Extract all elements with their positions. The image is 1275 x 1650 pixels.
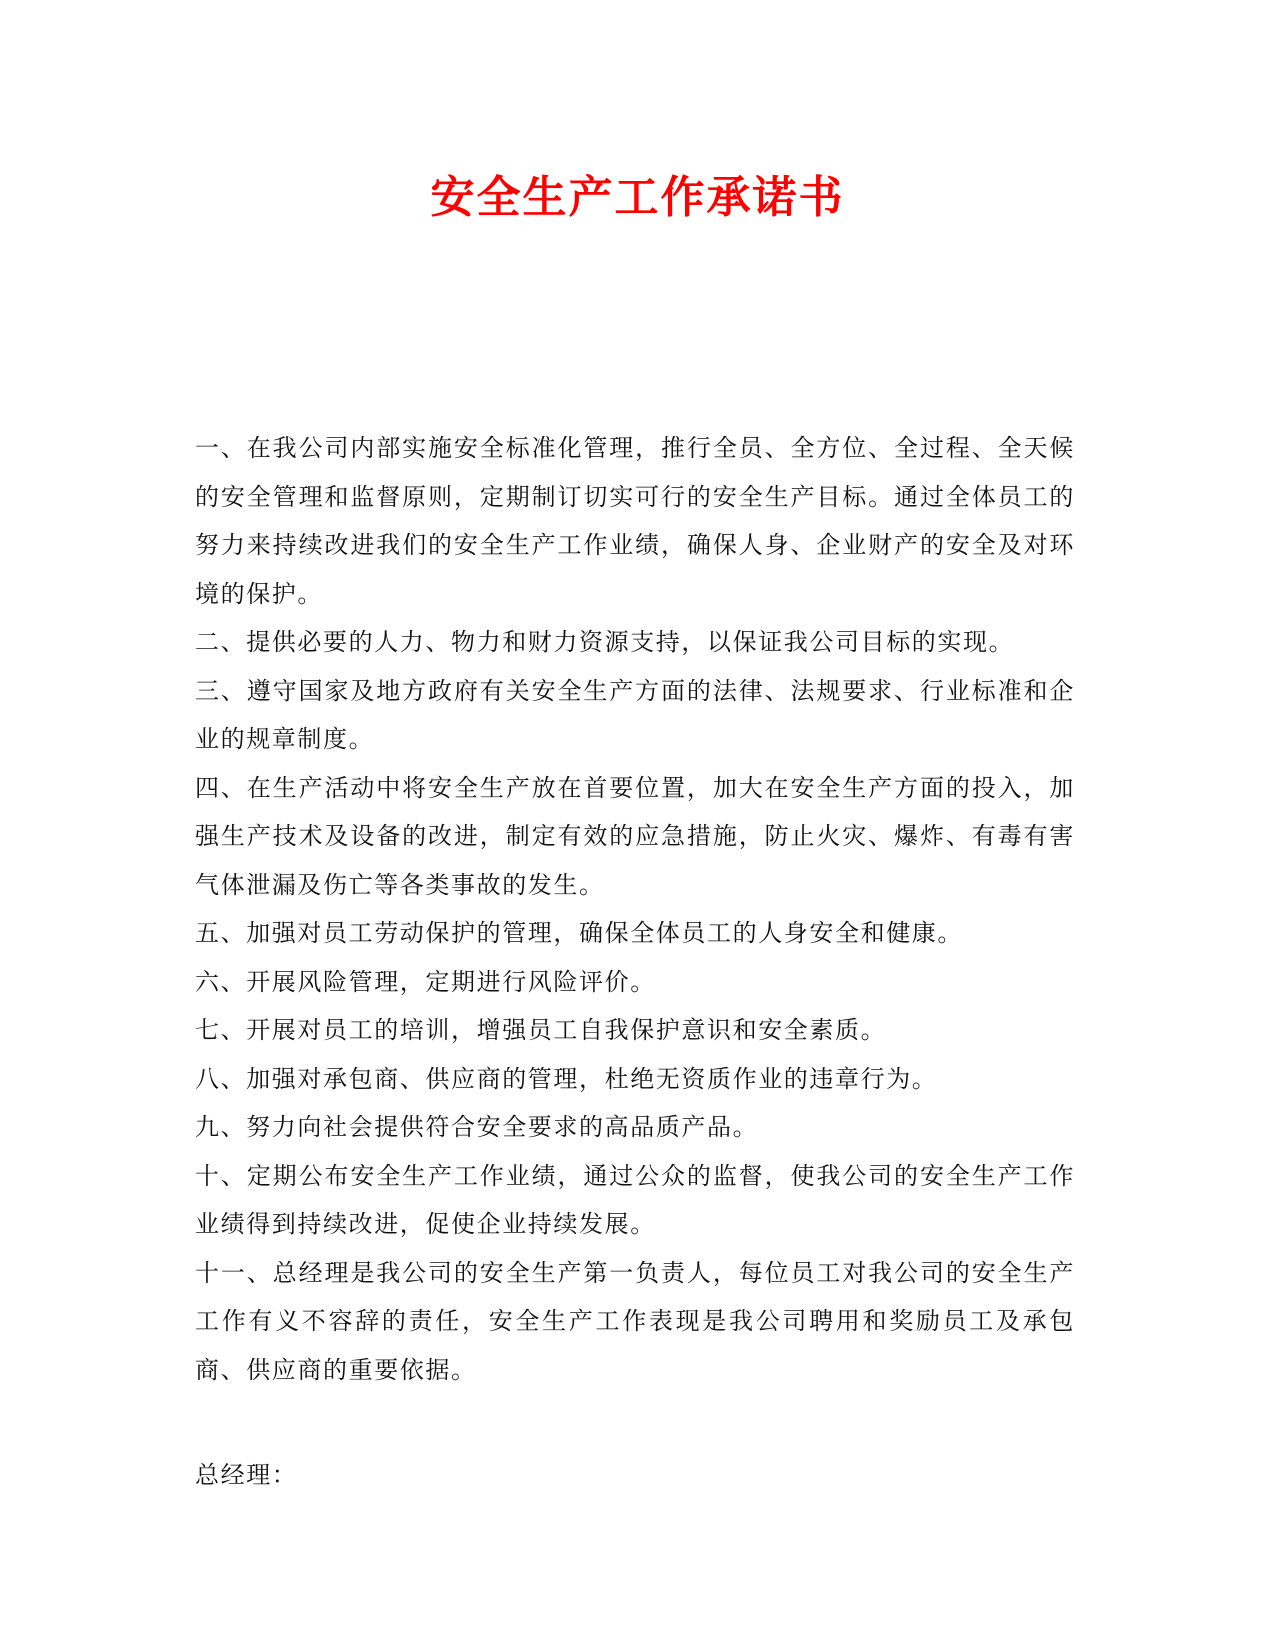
clause-6: 六、开展风险管理，定期进行风险评价。 (195, 967, 656, 996)
clause-5: 五、加强对员工劳动保护的管理，确保全体员工的人身安全和健康。 (195, 919, 963, 947)
signature-label: 总经理： (195, 1461, 298, 1489)
clause-8: 八、加强对承包商、供应商的管理，杜绝无资质作业的违章行为。 (195, 1064, 938, 1093)
clause-10: 十、定期公布安全生产工作业绩，通过公众的监督，使我公司的安全生产工作业绩得到持续改进，促使企业持续发展。 (195, 1161, 1075, 1238)
clause-7: 七、开展对员工的培训，增强员工自我保护意识和安全素质。 (195, 1016, 887, 1044)
clause-3: 三、遵守国家及地方政府有关安全生产方面的法律、法规要求、行业标准和企业的规章制度。 (195, 676, 1075, 753)
clause-11: 十一、总经理是我公司的安全生产第一负责人，每位员工对我公司的安全生产工作有义不容辞的责任，安全生产工作表现是我公司聘用和奖励员工及承包商、供应商的重要依据。 (195, 1258, 1075, 1384)
clause-1: 一、在我公司内部实施安全标准化管理，推行全员、全方位、全过程、全天候的安全管理和监督原则，定期制订切实可行的安全生产目标。通过全体员工的努力来持续改进我们的安全生产工作业绩，确保人身、企业财产的安全及对环境的保护。 (195, 434, 1075, 608)
clause-2: 二、提供必要的人力、物力和财力资源支持，以保证我公司目标的实现。 (195, 628, 1015, 656)
clause-4: 四、在生产活动中将安全生产放在首要位置，加大在安全生产方面的投入，加强生产技术及设备的改进，制定有效的应急措施，防止火灾、爆炸、有毒有害气体泄漏及伤亡等各类事故的发生。 (195, 773, 1075, 899)
clause-9: 九、努力向社会提供符合安全要求的高品质产品。 (195, 1113, 759, 1141)
document-title: 安全生产工作承诺书 (430, 172, 845, 223)
commitment-body (195, 424, 1075, 1394)
